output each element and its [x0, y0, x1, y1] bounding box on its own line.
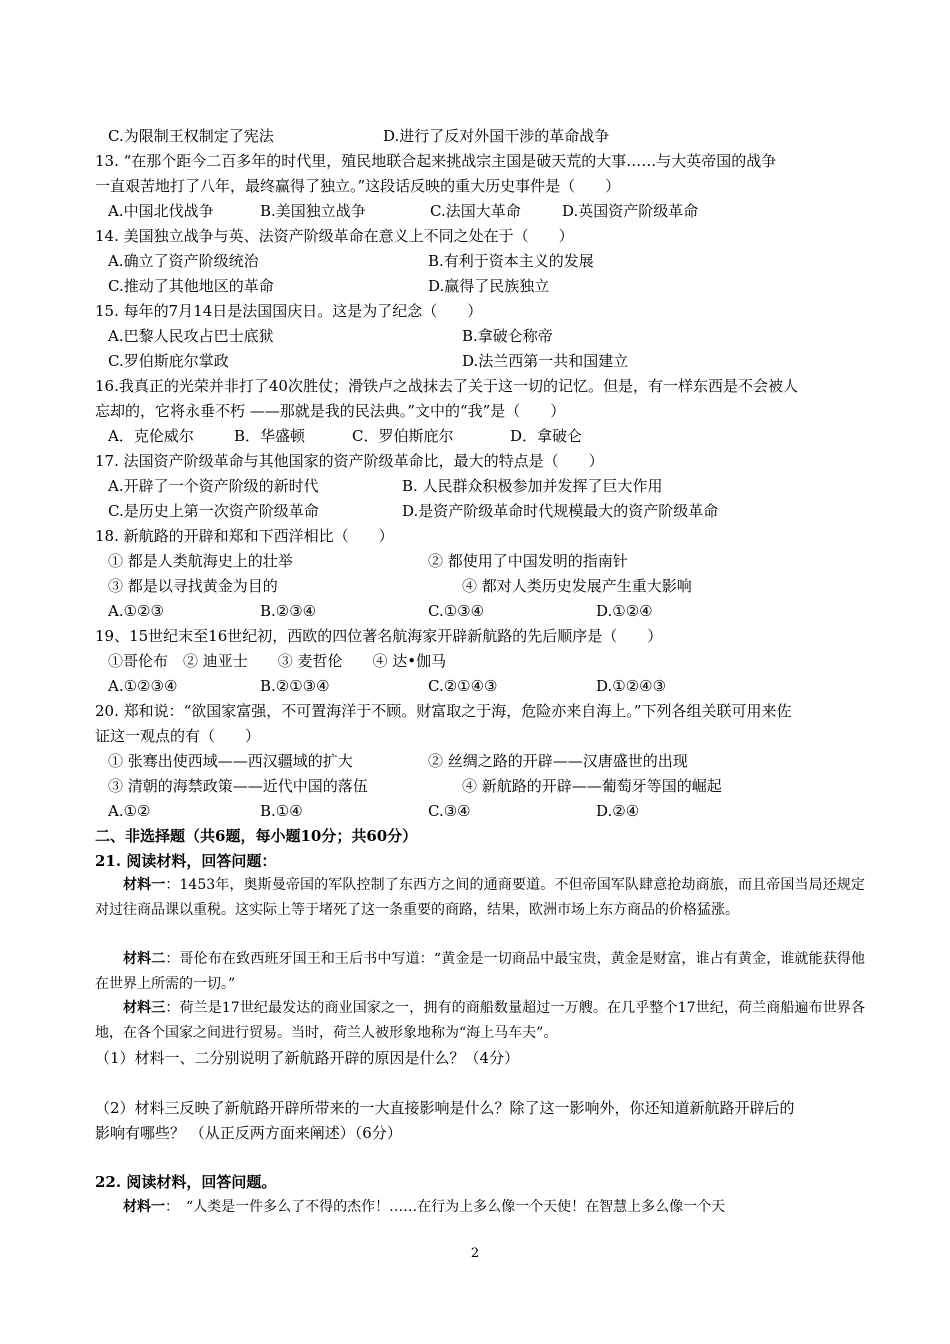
q21-material-1	[95, 873, 865, 923]
q20-option-d: D.②④	[596, 802, 640, 820]
q21-material-3-text: ：荷兰是17世纪最发达的商业国家之一，拥有的商船数量超过一万艘。在几乎整个17世纪，荷兰商船遍布世界各地，在各个国家之间进行贸易。当时，荷兰人被形象地称为“海上马车夫”。	[95, 1000, 865, 1041]
q19-option-a: A.①②③④	[108, 677, 178, 695]
q18-item-4: ④ 都对人类历史发展产生重大影响	[462, 577, 692, 595]
q21-part-1: （1）材料一、二分别说明了新航路开辟的原因是什么？（4分）	[95, 1049, 520, 1067]
q17-option-a: A.开辟了一个资产阶级的新时代	[108, 477, 319, 495]
q22-stem: 22. 阅读材料，回答问题。	[95, 1173, 277, 1191]
q18-option-d: D.①②④	[596, 602, 653, 620]
q13-stem-line2: 一直艰苦地打了八年，最终赢得了独立。”这段话反映的重大历史事件是（ ）	[95, 177, 621, 195]
q16-stem-line1: 16.我真正的光荣并非打了40次胜仗；滑铁卢之战抹去了关于这一切的记忆。但是，有一样东西是不会被人	[95, 377, 798, 395]
q21-material-2-label: 材料二	[123, 951, 166, 967]
page-number: 2	[470, 1246, 480, 1261]
q20-stem-line2: 证这一观点的有（ ）	[95, 727, 261, 745]
q12-option-c: C.为限制王权制定了宪法	[108, 127, 274, 145]
q14-option-d: D.赢得了民族独立	[428, 277, 550, 295]
q13-option-a: A.中国北伐战争	[108, 202, 214, 220]
q14-option-b: B.有利于资本主义的发展	[428, 252, 594, 270]
q21-material-2	[95, 947, 865, 997]
q22-material-1	[95, 1195, 865, 1220]
q13-option-d: D.英国资产阶级革命	[562, 202, 699, 220]
q17-option-b: B. 人民群众积极参加并发挥了巨大作用	[402, 477, 663, 495]
q20-item-2: ② 丝绸之路的开辟——汉唐盛世的出现	[428, 752, 688, 770]
q16-option-d: D．拿破仑	[510, 427, 583, 445]
q20-option-a: A.①②	[108, 802, 151, 820]
q19-option-d: D.①②④③	[596, 677, 667, 695]
q19-option-b: B.②①③④	[260, 677, 330, 695]
q19-stem: 19、15世纪末至16世纪初，西欧的四位著名航海家开辟新航路的先后顺序是（ ）	[95, 627, 663, 645]
q18-item-2: ② 都使用了中国发明的指南针	[428, 552, 628, 570]
q17-option-d: D.是资产阶级革命时代规模最大的资产阶级革命	[402, 502, 719, 520]
q21-part-2-line2: 影响有哪些？ （从正反两方面来阐述）（6分）	[95, 1124, 402, 1142]
q12-option-d: D.进行了反对外国干涉的革命战争	[383, 127, 610, 145]
q18-option-c: C.①③④	[428, 602, 485, 620]
q15-stem: 15. 每年的7月14日是法国国庆日。这是为了纪念（ ）	[95, 302, 483, 320]
q18-item-3: ③ 都是以寻找黄金为目的	[108, 577, 278, 595]
q16-stem-line2: 忘却的，它将永垂不朽 ——那就是我的民法典。”文中的“我”是（ ）	[95, 402, 566, 420]
q20-option-c: C.③④	[428, 802, 471, 820]
q17-option-c: C.是历史上第一次资产阶级革命	[108, 502, 319, 520]
q21-material-2-text: ：哥伦布在致西班牙国王和王后书中写道：“黄金是一切商品中最宝贵，黄金是财富，谁占有黄金，谁就能获得他在世界上所需的一切。”	[95, 951, 866, 992]
q20-item-1: ① 张骞出使西域——西汉疆域的扩大	[108, 752, 353, 770]
q18-option-b: B.②③④	[260, 602, 317, 620]
q15-option-d: D.法兰西第一共和国建立	[462, 352, 629, 370]
q21-part-2-line1: （2）材料三反映了新航路开辟所带来的一大直接影响是什么？除了这一影响外，你还知道新航路开辟后的	[95, 1099, 795, 1117]
q22-material-1-text: ： “人类是一件多么了不得的杰作！……在行为上多么像一个天使！在智慧上多么像一个天	[165, 1199, 726, 1215]
q16-option-c: C．罗伯斯庇尔	[352, 427, 454, 445]
q14-stem: 14. 美国独立战争与英、法资产阶级革命在意义上不同之处在于（ ）	[95, 227, 574, 245]
q13-option-b: B.美国独立战争	[260, 202, 366, 220]
q21-stem: 21. 阅读材料，回答问题：	[95, 852, 277, 870]
q13-stem-line1: 13. “在那个距今二百多年的时代里，殖民地联合起来挑战宗主国是破天荒的大事……与大英帝国的战争	[95, 152, 777, 170]
q19-option-c: C.②①④③	[428, 677, 498, 695]
q14-option-a: A.确立了资产阶级统治	[108, 252, 259, 270]
q21-material-3	[95, 996, 865, 1046]
q20-item-3: ③ 清朝的海禁政策——近代中国的落伍	[108, 777, 368, 795]
q21-material-1-label: 材料一	[123, 877, 166, 893]
q20-option-b: B.①④	[260, 802, 303, 820]
q19-items: ①哥伦布 ② 迪亚士 ③ 麦哲伦 ④ 达•伽马	[108, 652, 447, 670]
q13-option-c: C.法国大革命	[430, 202, 521, 220]
q18-option-a: A.①②③	[108, 602, 164, 620]
q15-option-b: B.拿破仑称帝	[462, 327, 553, 345]
q21-material-3-label: 材料三	[123, 1000, 166, 1016]
q16-option-a: A．克伦威尔	[108, 427, 194, 445]
q18-stem: 18. 新航路的开辟和郑和下西洋相比（ ）	[95, 527, 394, 545]
q18-item-1: ① 都是人类航海史上的壮举	[108, 552, 293, 570]
section-heading: 二、非选择题（共6题，每小题10分；共60分）	[95, 827, 418, 845]
q17-stem: 17. 法国资产阶级革命与其他国家的资产阶级革命比，最大的特点是（ ）	[95, 452, 604, 470]
q15-option-c: C.罗伯斯庇尔掌政	[108, 352, 229, 370]
q20-stem-line1: 20. 郑和说：“欲国家富强，不可置海洋于不顾。财富取之于海，危险亦来自海上。”下列各组关联可用来佐	[95, 702, 792, 720]
q20-item-4: ④ 新航路的开辟——葡萄牙等国的崛起	[462, 777, 722, 795]
q15-option-a: A.巴黎人民攻占巴士底狱	[108, 327, 274, 345]
q22-material-1-label: 材料一	[123, 1199, 165, 1215]
q16-option-b: B．华盛顿	[234, 427, 306, 445]
q14-option-c: C.推动了其他地区的革命	[108, 277, 274, 295]
q21-material-1-text: ：1453年，奥斯曼帝国的军队控制了东西方之间的通商要道。不但帝国军队肆意抢劫商旅，而且帝国当局还规定对过往商品课以重税。这实际上等于堵死了这一条重要的商路，结果，欧洲市场上东方商品的价格猛涨。	[95, 877, 865, 918]
